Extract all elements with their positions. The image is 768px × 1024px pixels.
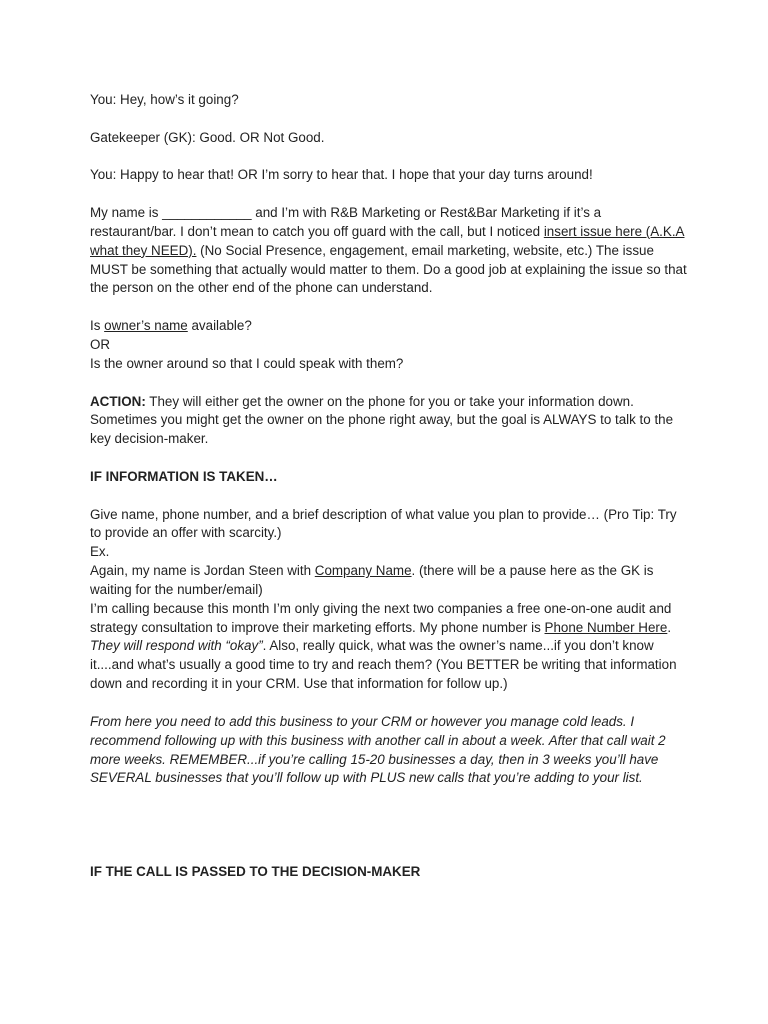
okay-note: They will respond with “okay” <box>90 638 263 654</box>
company-name-placeholder: Company Name <box>314 563 412 579</box>
action-text: They will either get the owner on the phone for you or take your information down. Sometimes you might get the owner on the phone right away, but the goal is ALWAYS to talk to the key decision-maker. <box>90 393 674 447</box>
ex-label: Ex. <box>90 544 110 560</box>
action-paragraph <box>90 393 690 450</box>
greeting-line: You: Hey, how’s it going? <box>90 92 239 107</box>
information-paragraph <box>90 506 690 694</box>
info-text-c: . (there will be a pause here as the GK is waiting for the number/email) <box>90 563 654 597</box>
insert-issue-placeholder: insert issue here (A.K.A what they NEED). <box>90 223 685 258</box>
or-line: OR <box>90 336 111 352</box>
phone-number-placeholder: Phone Number Here <box>544 619 668 635</box>
owner-question <box>90 317 690 374</box>
info-text-e: . <box>667 619 672 635</box>
info-text-d: I’m calling because this month I’m only giving the next two companies a free one-on-one audit and strategy consultation to improve their marketing efforts. My phone number is <box>90 600 672 635</box>
intro-text-a: My name is ____________ and I’m with R&B Marketing or Rest&Bar Marketing if it’s a restaurant/bar. I don’t mean to catch you off guard with the call, but I noticed <box>90 205 602 239</box>
spacer <box>90 807 690 863</box>
document-body <box>90 91 690 901</box>
you-response: You: Happy to hear that! OR I’m sorry to hear that. I hope that your day turns around! <box>90 167 593 183</box>
info-text-a: Give name, phone number, and a brief description of what value you plan to provide… (Pro Tip: Try to provide an offer with scarcity.) <box>90 506 677 541</box>
owner-question-a: Is <box>90 318 105 334</box>
action-label: ACTION: <box>90 393 146 409</box>
owner-question-b: available? <box>187 318 252 334</box>
heading-decision-maker: IF THE CALL IS PASSED TO THE DECISION-MAKER <box>90 864 421 880</box>
owner-around-line: Is the owner around so that I could speak with them? <box>90 355 404 371</box>
info-text-b: Again, my name is Jordan Steen with <box>90 563 315 579</box>
intro-paragraph <box>90 204 690 298</box>
gatekeeper-response: Gatekeeper (GK): Good. OR Not Good. <box>90 129 325 145</box>
crm-followup-paragraph: From here you need to add this business to your CRM or however you manage cold leads. I recommend following up with this business with another call in about a week. After that call wait 2 more weeks. REMEMBER...if you’re calling 15-20 businesses a day, then in 3 weeks you’ll have SEVERAL businesses that you’ll follow up with PLUS new calls that you’re adding to your list. <box>90 713 666 786</box>
heading-information-taken: IF INFORMATION IS TAKEN… <box>90 468 278 484</box>
info-text-f: . Also, really quick, what was the owner’s name...if you don’t know it....and what’s usually a good time to try and reach them? (You BETTER be writing that information down and recording it in your CRM. Use that information for follow up.) <box>90 638 677 692</box>
intro-text-b: (No Social Presence, engagement, email marketing, website, etc.) The issue MUST be something that actually would matter to them. Do a good job at explaining the issue so that the person on the other end of the phone can understand. <box>90 242 687 296</box>
owner-name-placeholder: owner’s name <box>104 318 188 334</box>
